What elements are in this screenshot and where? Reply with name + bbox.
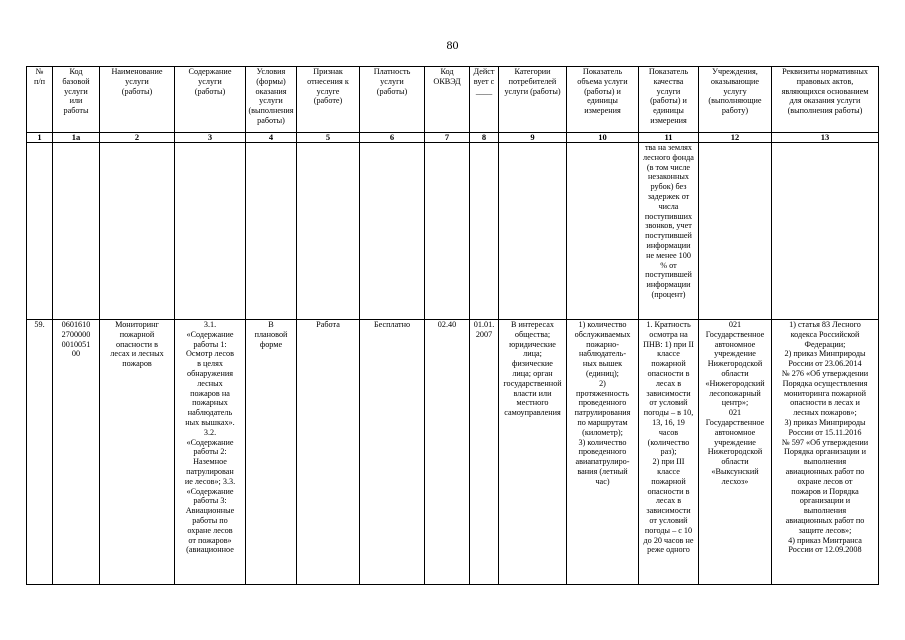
page-number: 80 bbox=[446, 38, 459, 52]
header-cell: Содержание услуги (работы) bbox=[175, 67, 246, 133]
conditions-cell: В плановой форме bbox=[246, 320, 297, 585]
table-cell bbox=[499, 143, 567, 320]
column-number-row bbox=[27, 133, 879, 143]
header-cell: Код базовой услуги или работы bbox=[53, 67, 100, 133]
attribute-cell: Работа bbox=[297, 320, 360, 585]
quality-indicator-cell: 1. Кратность осмотра на ПНВ: 1) при II классе пожарной опасности в лесах в зависимости от условий погоды – в 10, 13, 16, 19 часов (количество раз); 2) при III классе пожарной опасности в лесах в зависимости от условий погоды – с 10 до 20 часов не реже одного bbox=[639, 320, 699, 585]
table-cell bbox=[175, 143, 246, 320]
column-number: 8 bbox=[470, 133, 499, 143]
header-cell: Признак отнесения к услуге (работе) bbox=[297, 67, 360, 133]
consumers-cell: В интересах общества; юридические лица; физические лица; орган государственной власти или местного самоуправления bbox=[499, 320, 567, 585]
legal-acts-cell: 1) статья 83 Лесного кодекса Российской Федерации; 2) приказ Минприроды России от 23.06.2014 № 276 «Об утверждении Порядка осуществления мониторинга пожарной опасности в лесах и лесных пожаров»; 3) приказ Минприроды России от 15.11.2016 № 597 «Об утверждении Порядка организации и выполнения авиационных работ по охране лесов от пожаров и Порядка организации и выполнения авиационных работ по защите лесов»; 4) приказ Минтранса России от 12.09.2008 bbox=[772, 320, 879, 585]
column-number: 12 bbox=[699, 133, 772, 143]
column-number: 10 bbox=[567, 133, 639, 143]
header-cell: Категории потребителей услуги (работы) bbox=[499, 67, 567, 133]
header-cell: Наименование услуги (работы) bbox=[100, 67, 175, 133]
column-number: 2 bbox=[100, 133, 175, 143]
institutions-cell: 021 Государственное автономное учреждение Нижегородской области «Нижегородский лесопожарный центр»; 021 Государственное автономное учреждение Нижегородской области «Выксунский лесхоз» bbox=[699, 320, 772, 585]
header-cell: Код ОКВЭД bbox=[425, 67, 470, 133]
column-number: 1а bbox=[53, 133, 100, 143]
column-number: 6 bbox=[360, 133, 425, 143]
header-cell: № п/п bbox=[27, 67, 53, 133]
column-number: 13 bbox=[772, 133, 879, 143]
header-cell: Платность услуги (работы) bbox=[360, 67, 425, 133]
table-cell bbox=[297, 143, 360, 320]
column-number: 5 bbox=[297, 133, 360, 143]
header-cell: Показатель качества услуги (работы) и единицы измерения bbox=[639, 67, 699, 133]
column-number: 1 bbox=[27, 133, 53, 143]
table-cell bbox=[699, 143, 772, 320]
column-number: 3 bbox=[175, 133, 246, 143]
header-cell: Показатель объема услуги (работы) и единицы измерения bbox=[567, 67, 639, 133]
okved-cell: 02.40 bbox=[425, 320, 470, 585]
effective-date-cell: 01.01. 2007 bbox=[470, 320, 499, 585]
header-cell: Условия (формы) оказания услуги (выполнения работы) bbox=[246, 67, 297, 133]
table-row-59 bbox=[27, 320, 879, 585]
registry-table bbox=[26, 66, 879, 585]
column-number: 4 bbox=[246, 133, 297, 143]
payment-cell: Бесплатно bbox=[360, 320, 425, 585]
table-cell bbox=[100, 143, 175, 320]
table-cell bbox=[360, 143, 425, 320]
service-name-cell: Мониторинг пожарной опасности в лесах и лесных пожаров bbox=[100, 320, 175, 585]
column-number: 7 bbox=[425, 133, 470, 143]
table-cell bbox=[246, 143, 297, 320]
table-cell bbox=[470, 143, 499, 320]
table-cell bbox=[425, 143, 470, 320]
quality-indicator-cell: тва на землях лесного фонда (в том числе незаконных рубок) без задержек от числа поступивших звонков, учет поступившей информации не менее 100 % от поступившей информации (процент) bbox=[639, 143, 699, 320]
column-number: 11 bbox=[639, 133, 699, 143]
table-row-continuation bbox=[27, 143, 879, 320]
table-cell bbox=[27, 143, 53, 320]
column-number: 9 bbox=[499, 133, 567, 143]
header-cell: Дейст вует с ____ bbox=[470, 67, 499, 133]
volume-indicator-cell: 1) количество обслуживаемых пожарно- наблюдатель- ных вышек (единиц); 2) протяженность проведенного патрулирования по маршрутам (километр); 3) количество проведенного авиапатрулиро- вания (летный час) bbox=[567, 320, 639, 585]
table-cell bbox=[567, 143, 639, 320]
service-code-cell: 0601610 2700000 0010051 00 bbox=[53, 320, 100, 585]
service-content-cell: 3.1. «Содержание работы 1: Осмотр лесов в целях обнаружения лесных пожаров на пожарных наблюдатель ных вышках». 3.2. «Содержание работы 2: Наземное патрулирован ие лесов»; 3.3. «Содержание работы 3: Авиационные работы по охране лесов от пожаров» (авиационное bbox=[175, 320, 246, 585]
header-cell: Учреждения, оказывающие услугу (выполняющие работу) bbox=[699, 67, 772, 133]
header-row bbox=[27, 67, 879, 133]
row-number-cell: 59. bbox=[27, 320, 53, 585]
header-cell: Реквизиты нормативных правовых актов, являющихся основанием для оказания услуги (выполнения работы) bbox=[772, 67, 879, 133]
table-cell bbox=[53, 143, 100, 320]
table-cell bbox=[772, 143, 879, 320]
